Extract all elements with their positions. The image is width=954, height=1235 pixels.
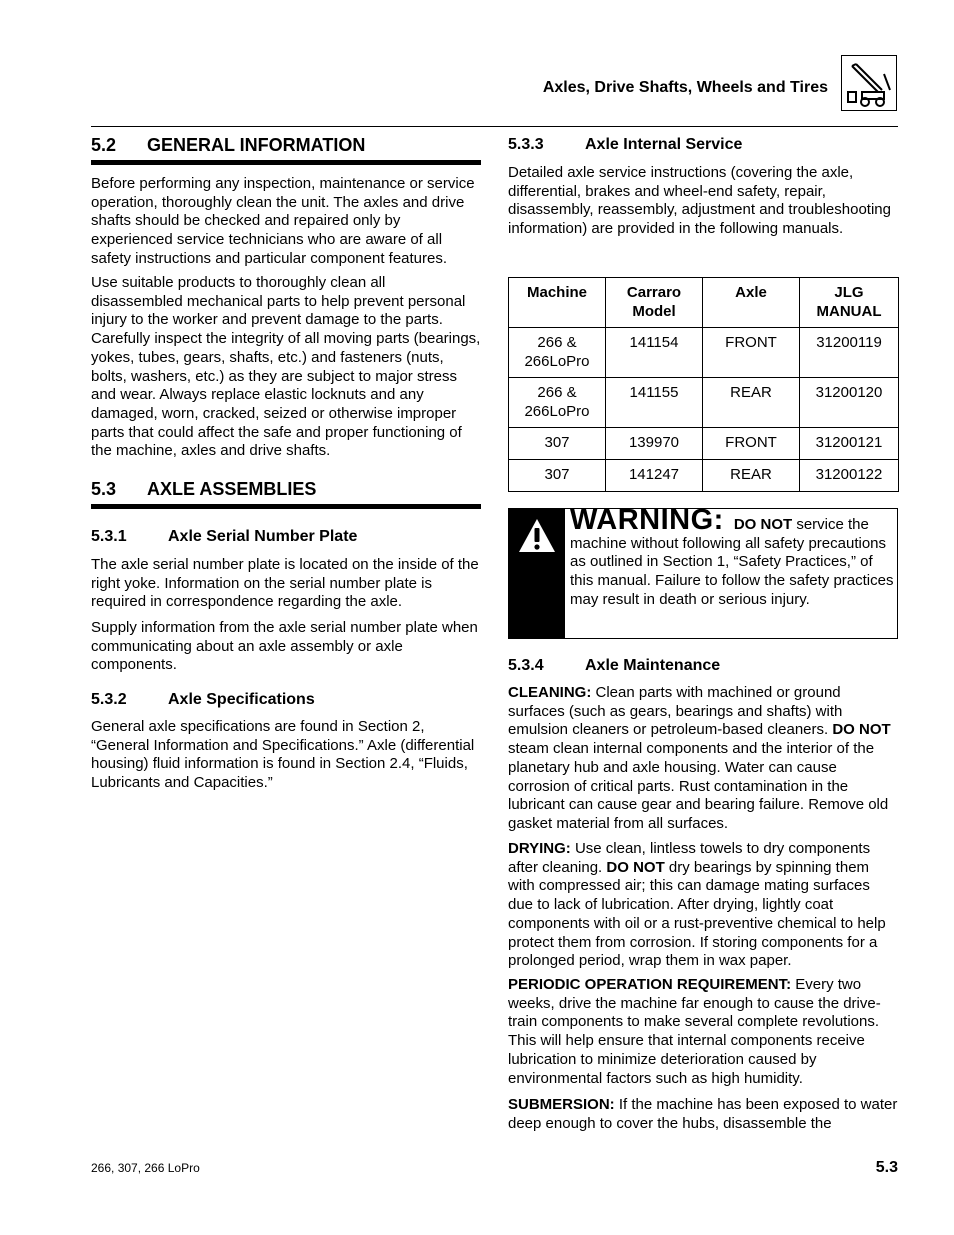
subsection-heading-5-3-2 <box>91 691 481 709</box>
cell-manual: 31200120 <box>800 378 899 428</box>
cell-model: 141154 <box>606 328 703 378</box>
cell-machine: 307 <box>509 428 606 460</box>
running-header-title: Axles, Drive Shafts, Wheels and Tires <box>542 79 828 96</box>
subsection-title: Axle Internal Service <box>585 136 743 153</box>
header-rule <box>91 126 898 127</box>
subsection-title: Axle Serial Number Plate <box>168 528 358 545</box>
drying-text: dry bearings by spinning them with compressed air; this can damage mating surfaces due to lack of lubrication. After drying, lightly coat components with oil or a rust-preventive chemical to help protect them from corrosion. If storing components for a prolonged period, wrap them in wax paper. <box>508 858 886 970</box>
cell-manual: 31200119 <box>800 328 899 378</box>
cell-axle: REAR <box>703 378 800 428</box>
drying-text: Use clean, lintless towels to dry components after cleaning. <box>508 840 871 876</box>
cell-axle: REAR <box>703 460 800 492</box>
cleaning-emphasis: DO NOT <box>832 721 891 739</box>
table-header-row <box>509 278 899 328</box>
section-number: 5.2 <box>91 135 117 155</box>
lift-machine-icon <box>841 55 897 111</box>
paragraph-periodic <box>508 976 898 1088</box>
paragraph: Use suitable products to thoroughly clean all disassembled mechanical parts to help prevent personal injury to the worker and prevent damage to the parts. Carefully inspect the integrity of all moving parts (bearings, yokes, tubes, gears, shafts, etc.) and fasteners (nuts, bolts, washers, etc.) as they are subject to major stress and wear. Always replace elastic locknuts and any damaged, worn, cracked, seized or otherwise improper parts that could affect the safe and proper functioning of the machine, axles and drive shafts. <box>91 274 481 460</box>
column-header-machine: Machine <box>509 278 606 328</box>
section-title: GENERAL INFORMATION <box>147 135 366 155</box>
cleaning-label: CLEANING: <box>508 684 592 701</box>
subsection-heading-5-3-3 <box>508 136 898 154</box>
table-row <box>509 378 899 428</box>
periodic-label: PERIODIC OPERATION REQUIREMENT: <box>508 976 792 993</box>
warning-body: service the machine without following all safety precautions as outlined in Section 1, “Safety Practices,” of this manual. Failure to follow the safety practices may result in death or serious injury. <box>570 516 894 608</box>
warning-text <box>570 504 895 610</box>
cell-machine: 266 & 266LoPro <box>509 328 606 378</box>
subsection-heading-5-3-4 <box>508 657 898 675</box>
table-row <box>509 428 899 460</box>
paragraph: Detailed axle service instructions (covering the axle, differential, brakes and wheel-end safety, repair, disassembly, reassembly, adjustment and troubleshooting information) are provided in the following manuals. <box>508 164 891 238</box>
cell-model: 141155 <box>606 378 703 428</box>
periodic-text: Every two weeks, drive the machine far enough to cause the drive-train components to make several complete revolutions. This will help ensure that internal components receive lubrication to minimize deterioration caused by environmental factors such as high humidity. <box>508 976 881 1087</box>
subsection-title: Axle Specifications <box>168 691 315 708</box>
subsection-number: 5.3.1 <box>91 528 127 545</box>
cleaning-text: Clean parts with machined or ground surfaces (such as gears, bearings and shafts) with emulsion cleaners or petroleum-based cleaners. <box>508 684 843 739</box>
paragraph: Before performing any inspection, maintenance or service operation, thoroughly clean the unit. The axles and drive shafts should be checked and repaired only by experienced service technicians who are aware of all safety instructions and particular component features. <box>91 175 475 267</box>
paragraph-submersion <box>508 1096 898 1133</box>
cell-machine: 307 <box>509 460 606 492</box>
section-title: AXLE ASSEMBLIES <box>147 479 317 499</box>
submersion-label: SUBMERSION: <box>508 1096 615 1113</box>
axle-manuals-table <box>508 277 899 492</box>
manuals-table-wrapper <box>508 277 898 492</box>
table-row <box>509 460 899 492</box>
page-number: 5.3 <box>875 1159 898 1176</box>
column-header-axle: Axle <box>703 278 800 328</box>
cleaning-text: steam clean internal components and the interior of the planetary hub and axle housing. Water can cause corrosion of critical parts. Rust contamination in the lubricant can cause gear and bearing failure. Remove old gasket material from all surfaces. <box>508 740 889 832</box>
subsection-number: 5.3.2 <box>91 691 127 708</box>
subsection-heading-5-3-1 <box>91 528 481 546</box>
section-heading-5-2 <box>91 135 481 156</box>
paragraph-drying <box>508 840 898 971</box>
cell-axle: FRONT <box>703 428 800 460</box>
warning-triangle-icon <box>517 517 557 555</box>
warning-box <box>508 504 898 639</box>
drying-label: DRYING: <box>508 840 571 857</box>
cell-machine: 266 & 266LoPro <box>509 378 606 428</box>
submersion-text: If the machine has been exposed to water deep enough to cover the hubs, disassemble the <box>508 1096 898 1132</box>
warning-bar <box>509 509 565 638</box>
cell-manual: 31200121 <box>800 428 899 460</box>
cell-manual: 31200122 <box>800 460 899 492</box>
drying-emphasis: DO NOT <box>606 858 665 876</box>
section-number: 5.3 <box>91 479 117 499</box>
cell-model: 139970 <box>606 428 703 460</box>
warning-emphasis: DO NOT <box>733 516 793 533</box>
paragraph: General axle specifications are found in Section 2, “General Information and Specifications.” Axle (differential housing) fluid information is found in Section 2.4, “Fluids, Lubricants and Capacities.” <box>91 718 475 792</box>
cell-axle: FRONT <box>703 328 800 378</box>
table-row <box>509 328 899 378</box>
column-header-jlg-manual: JLG MANUAL <box>800 278 899 328</box>
subsection-title: Axle Maintenance <box>585 657 721 674</box>
subsection-number: 5.3.4 <box>508 657 544 674</box>
paragraph-cleaning <box>508 684 898 834</box>
column-header-carraro-model: Carraro Model <box>606 278 703 328</box>
paragraph: Supply information from the axle serial number plate when communicating about an axle assembly or axle components. <box>91 619 478 674</box>
section-rule <box>91 160 481 165</box>
section-heading-5-3 <box>91 479 481 500</box>
warning-word: WARNING: <box>570 504 724 536</box>
section-rule <box>91 504 481 509</box>
subsection-number: 5.3.3 <box>508 136 544 153</box>
footer-models: 266, 307, 266 LoPro <box>91 1161 200 1175</box>
cell-model: 141247 <box>606 460 703 492</box>
paragraph: The axle serial number plate is located on the inside of the right yoke. Information on the serial number plate is required in correspondence regarding the axle. <box>91 556 479 611</box>
